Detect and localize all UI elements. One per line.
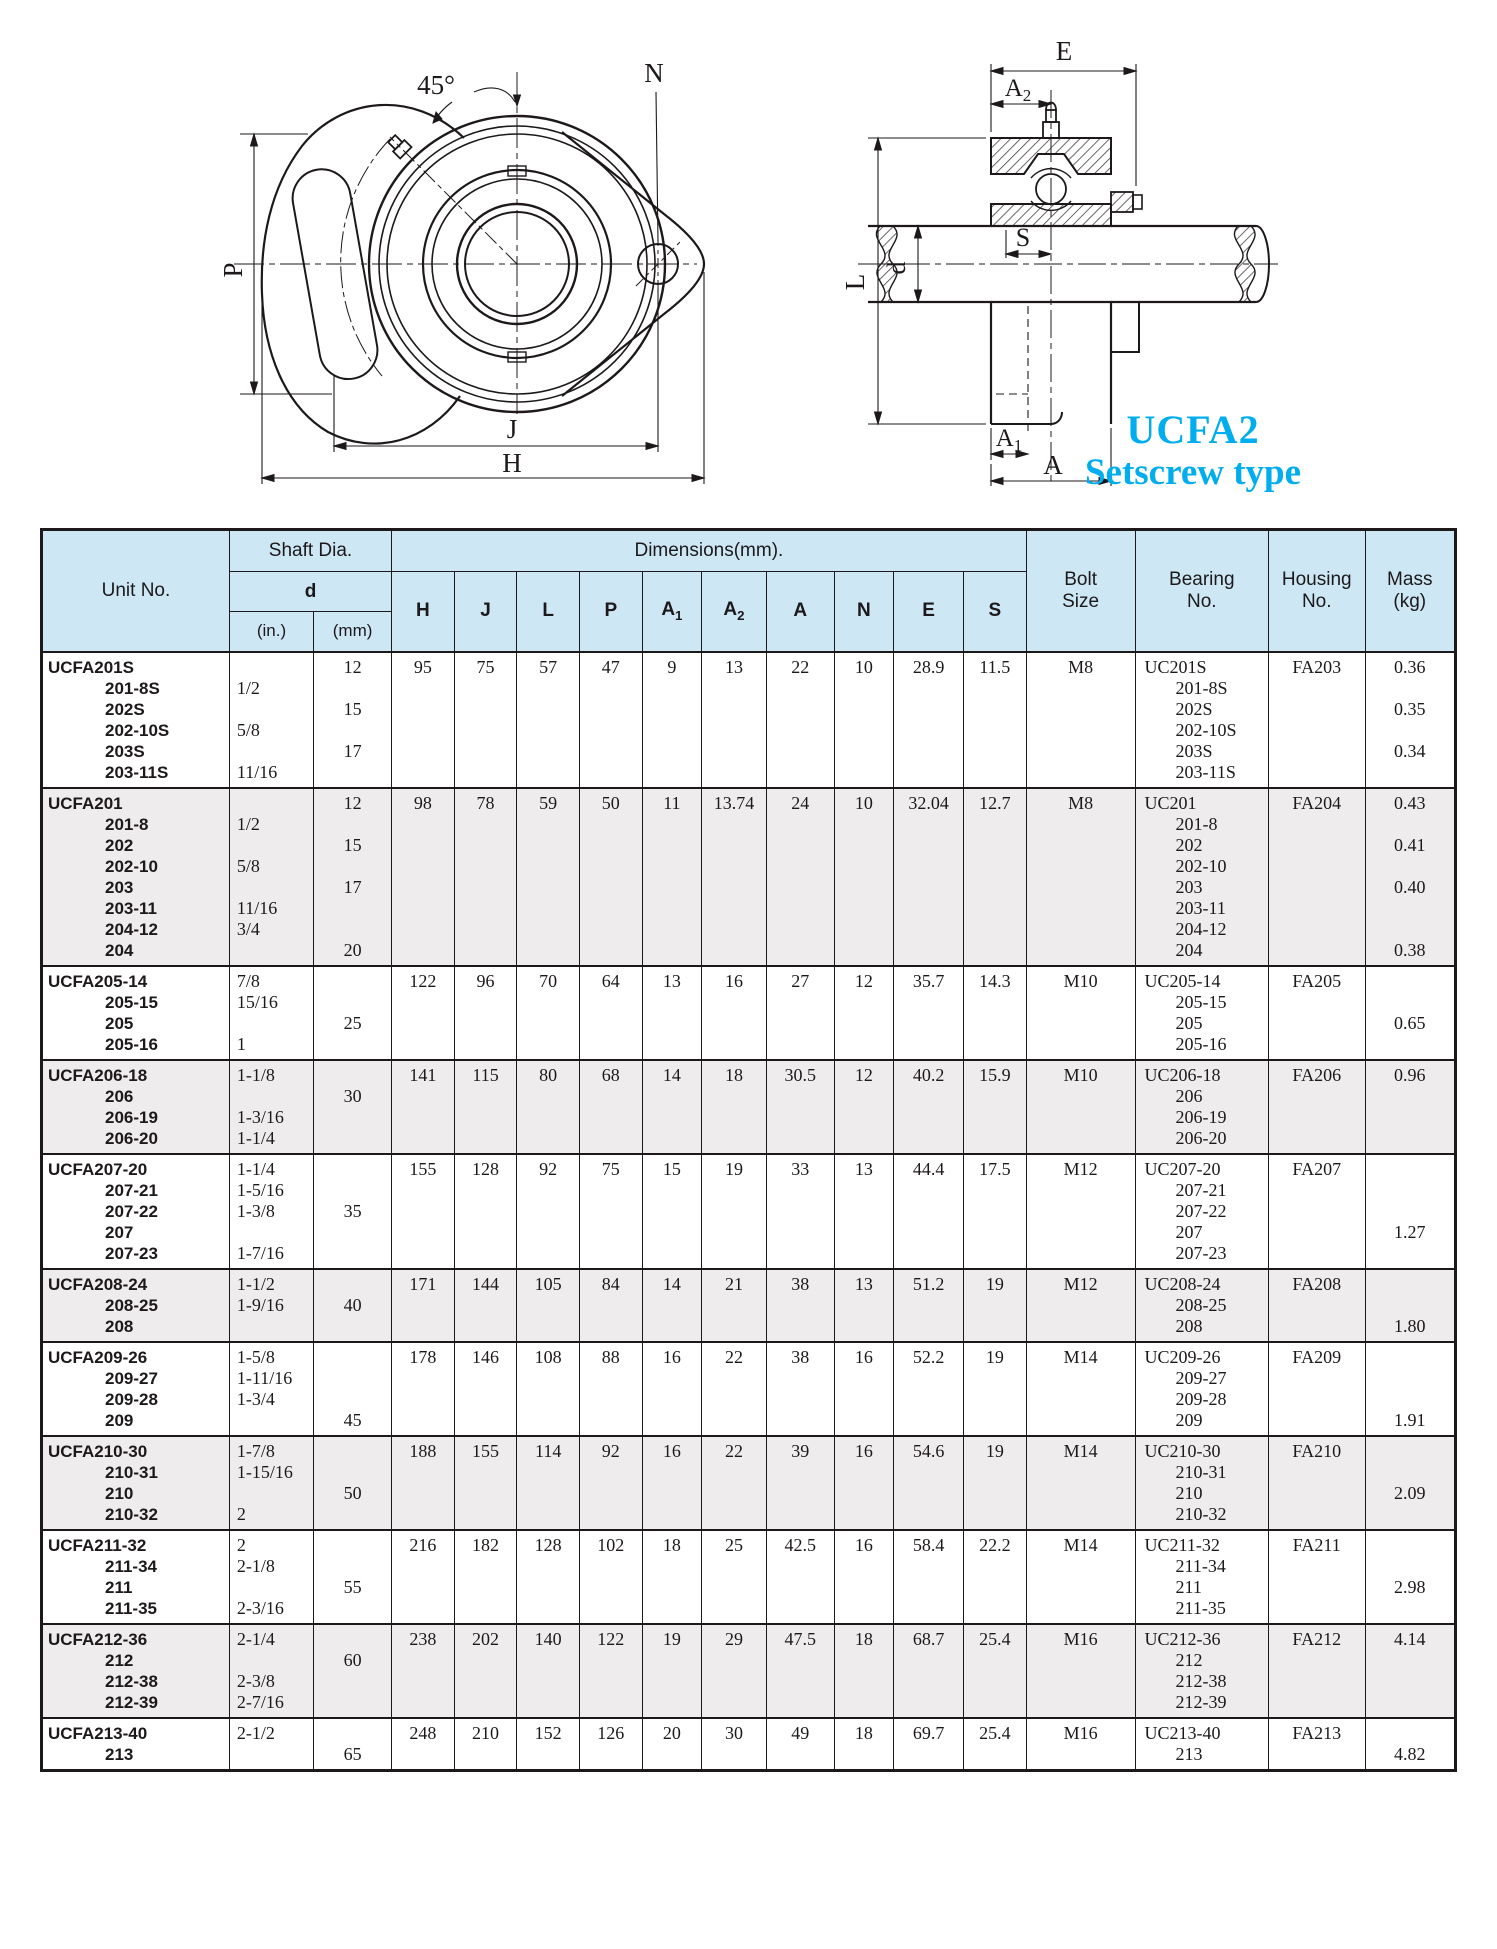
shaft-in-cell: 1-7/8 1-15/16 2 bbox=[229, 1436, 313, 1530]
dim-n-label: N bbox=[644, 58, 664, 88]
dim-h-cell: 95 bbox=[392, 652, 455, 788]
dim-n-cell: 18 bbox=[834, 1718, 894, 1771]
dim-h-cell: 248 bbox=[392, 1718, 455, 1771]
housing-no-cell: FA203 bbox=[1269, 652, 1366, 788]
dim-a-cell: 47.5 bbox=[766, 1624, 834, 1718]
mass-cell: 0.96 bbox=[1365, 1060, 1455, 1154]
bolt-size-cell: M12 bbox=[1026, 1269, 1135, 1342]
shaft-mm-cell: 25 bbox=[314, 966, 392, 1060]
dim-p-cell: 64 bbox=[579, 966, 642, 1060]
dim-p-cell: 50 bbox=[579, 788, 642, 966]
dim-a-cell: 38 bbox=[766, 1269, 834, 1342]
dim-e-cell: 44.4 bbox=[894, 1154, 964, 1269]
dim-p-cell: 47 bbox=[579, 652, 642, 788]
dim-j-cell: 146 bbox=[454, 1342, 517, 1436]
bearing-no-cell: UC201 201-8 202 202-10 203 203-11 204-12 204 bbox=[1135, 788, 1268, 966]
dim-n-cell: 16 bbox=[834, 1530, 894, 1624]
dim-n-cell: 16 bbox=[834, 1342, 894, 1436]
dim-n-cell: 10 bbox=[834, 788, 894, 966]
dim-a1-cell: 19 bbox=[642, 1624, 702, 1718]
col-header-a1: $A_1$ bbox=[642, 572, 702, 652]
shaft-in-cell: 1/2 5/8 11/16 3/4 bbox=[229, 788, 313, 966]
col-header-mm: (mm) bbox=[314, 612, 392, 652]
dim-a1-cell: 14 bbox=[642, 1060, 702, 1154]
dim-s-cell: 12.7 bbox=[963, 788, 1026, 966]
dim-a1-cell: 15 bbox=[642, 1154, 702, 1269]
dim-a1-cell: 14 bbox=[642, 1269, 702, 1342]
dim-a1-label: $A_1$ bbox=[995, 425, 1023, 455]
dim-j-cell: 202 bbox=[454, 1624, 517, 1718]
mass-cell: 1.91 bbox=[1365, 1342, 1455, 1436]
dim-h-cell: 171 bbox=[392, 1269, 455, 1342]
mass-cell: 2.09 bbox=[1365, 1436, 1455, 1530]
bearing-no-cell: UC210-30 210-31 210 210-32 bbox=[1135, 1436, 1268, 1530]
dim-h-cell: 98 bbox=[392, 788, 455, 966]
dim-p-cell: 68 bbox=[579, 1060, 642, 1154]
dim-p-cell: 92 bbox=[579, 1436, 642, 1530]
col-header-e: E bbox=[894, 572, 964, 652]
unit-no-cell: UCFA213-40 213 bbox=[42, 1718, 230, 1771]
dim-a2-cell: 19 bbox=[702, 1154, 767, 1269]
col-header-a: A bbox=[766, 572, 834, 652]
dim-n-cell: 10 bbox=[834, 652, 894, 788]
dim-j-cell: 210 bbox=[454, 1718, 517, 1771]
dim-h-cell: 141 bbox=[392, 1060, 455, 1154]
dim-a-label: A bbox=[1043, 450, 1063, 480]
unit-no-cell: UCFA206-18 206 206-19 206-20 bbox=[42, 1060, 230, 1154]
spec-table bbox=[40, 528, 1457, 1772]
dim-a1-cell: 18 bbox=[642, 1530, 702, 1624]
flange-section-lower bbox=[991, 204, 1111, 226]
flange-arm-outline bbox=[262, 105, 464, 444]
dim-a2-cell: 16 bbox=[702, 966, 767, 1060]
bearing-no-cell: UC212-36 212 212-38 212-39 bbox=[1135, 1624, 1268, 1718]
dim-l-cell: 80 bbox=[517, 1060, 580, 1154]
col-header-housing-no: Housing No. bbox=[1269, 530, 1366, 652]
bolt-size-cell: M16 bbox=[1026, 1624, 1135, 1718]
dim-e-cell: 58.4 bbox=[894, 1530, 964, 1624]
dim-j-cell: 75 bbox=[454, 652, 517, 788]
dim-j-cell: 182 bbox=[454, 1530, 517, 1624]
dim-a-cell: 27 bbox=[766, 966, 834, 1060]
bearing-no-cell: UC211-32 211-34 211 211-35 bbox=[1135, 1530, 1268, 1624]
dim-l-cell: 92 bbox=[517, 1154, 580, 1269]
shaft-in-cell: 2-1/2 bbox=[229, 1718, 313, 1771]
table-row bbox=[42, 1060, 1456, 1154]
front-view-drawing bbox=[212, 46, 717, 506]
dim-a1-cell: 11 bbox=[642, 788, 702, 966]
dim-e-cell: 54.6 bbox=[894, 1436, 964, 1530]
dim-l-cell: 59 bbox=[517, 788, 580, 966]
dim-p-cell: 122 bbox=[579, 1624, 642, 1718]
dim-l-cell: 128 bbox=[517, 1530, 580, 1624]
dim-s-cell: 17.5 bbox=[963, 1154, 1026, 1269]
bolt-size-cell: M12 bbox=[1026, 1154, 1135, 1269]
col-header-p: P bbox=[579, 572, 642, 652]
housing-no-cell: FA210 bbox=[1269, 1436, 1366, 1530]
dim-p-cell: 126 bbox=[579, 1718, 642, 1771]
dim-p-cell: 102 bbox=[579, 1530, 642, 1624]
dim-a1-cell: 13 bbox=[642, 966, 702, 1060]
dim-l-cell: 105 bbox=[517, 1269, 580, 1342]
dim-n-cell: 16 bbox=[834, 1436, 894, 1530]
shaft-mm-cell: 12 15 17 20 bbox=[314, 788, 392, 966]
col-header-n: N bbox=[834, 572, 894, 652]
bolt-size-cell: M8 bbox=[1026, 652, 1135, 788]
dim-j-label: J bbox=[506, 414, 518, 444]
unit-no-cell: UCFA208-24 208-25 208 bbox=[42, 1269, 230, 1342]
angle-45-label: 45° bbox=[417, 70, 455, 100]
bearing-no-cell: UC206-18 206 206-19 206-20 bbox=[1135, 1060, 1268, 1154]
col-header-l: L bbox=[517, 572, 580, 652]
mass-cell: 1.80 bbox=[1365, 1269, 1455, 1342]
table-row bbox=[42, 1718, 1456, 1771]
dim-a-cell: 42.5 bbox=[766, 1530, 834, 1624]
mass-cell: 0.65 bbox=[1365, 966, 1455, 1060]
dim-j-cell: 96 bbox=[454, 966, 517, 1060]
mass-cell: 1.27 bbox=[1365, 1154, 1455, 1269]
table-row bbox=[42, 966, 1456, 1060]
mass-cell: 0.43 0.41 0.40 0.38 bbox=[1365, 788, 1455, 966]
dim-s-cell: 22.2 bbox=[963, 1530, 1026, 1624]
dim-h-cell: 238 bbox=[392, 1624, 455, 1718]
dim-a2-cell: 18 bbox=[702, 1060, 767, 1154]
dim-s-cell: 14.3 bbox=[963, 966, 1026, 1060]
dim-a1-cell: 9 bbox=[642, 652, 702, 788]
bolt-size-cell: M10 bbox=[1026, 1060, 1135, 1154]
arm-slot bbox=[288, 165, 382, 384]
dim-p-cell: 75 bbox=[579, 1154, 642, 1269]
shaft-in-cell: 1-1/2 1-9/16 bbox=[229, 1269, 313, 1342]
dim-a2-cell: 30 bbox=[702, 1718, 767, 1771]
dim-s-cell: 19 bbox=[963, 1342, 1026, 1436]
dim-a2-cell: 29 bbox=[702, 1624, 767, 1718]
unit-no-cell: UCFA209-26 209-27 209-28 209 bbox=[42, 1342, 230, 1436]
dim-a2-cell: 21 bbox=[702, 1269, 767, 1342]
dim-h-cell: 188 bbox=[392, 1436, 455, 1530]
shaft-mm-cell: 35 bbox=[314, 1154, 392, 1269]
dim-l-cell: 140 bbox=[517, 1624, 580, 1718]
bearing-no-cell: UC205-14 205-15 205 205-16 bbox=[1135, 966, 1268, 1060]
table-row bbox=[42, 1624, 1456, 1718]
col-header-unit-no: Unit No. bbox=[42, 530, 230, 652]
dim-h-label: H bbox=[502, 448, 522, 478]
col-header-s: S bbox=[963, 572, 1026, 652]
dim-a-cell: 39 bbox=[766, 1436, 834, 1530]
dim-a-cell: 30.5 bbox=[766, 1060, 834, 1154]
dim-n-cell: 12 bbox=[834, 1060, 894, 1154]
setscrew bbox=[1111, 192, 1133, 212]
bearing-no-cell: UC207-20 207-21 207-22 207 207-23 bbox=[1135, 1154, 1268, 1269]
shaft-mm-cell: 60 bbox=[314, 1624, 392, 1718]
dim-a1-cell: 16 bbox=[642, 1436, 702, 1530]
dim-s-cell: 19 bbox=[963, 1436, 1026, 1530]
unit-no-cell: UCFA210-30 210-31 210 210-32 bbox=[42, 1436, 230, 1530]
table-row bbox=[42, 652, 1456, 788]
dim-l-label: L bbox=[840, 273, 870, 291]
mass-cell: 2.98 bbox=[1365, 1530, 1455, 1624]
col-header-mass: Mass (kg) bbox=[1365, 530, 1455, 652]
housing-no-cell: FA212 bbox=[1269, 1624, 1366, 1718]
dim-n-cell: 13 bbox=[834, 1154, 894, 1269]
dim-l-cell: 108 bbox=[517, 1342, 580, 1436]
bolt-size-cell: M8 bbox=[1026, 788, 1135, 966]
dim-s-cell: 15.9 bbox=[963, 1060, 1026, 1154]
col-header-bearing-no: Bearing No. bbox=[1135, 530, 1268, 652]
shaft-mm-cell: 40 bbox=[314, 1269, 392, 1342]
shaft-in-cell: 1-5/8 1-11/16 1-3/4 bbox=[229, 1342, 313, 1436]
dim-s-cell: 11.5 bbox=[963, 652, 1026, 788]
dim-l-cell: 114 bbox=[517, 1436, 580, 1530]
housing-no-cell: FA211 bbox=[1269, 1530, 1366, 1624]
housing-no-cell: FA213 bbox=[1269, 1718, 1366, 1771]
dim-n-cell: 18 bbox=[834, 1624, 894, 1718]
unit-no-cell: UCFA211-32 211-34 211 211-35 bbox=[42, 1530, 230, 1624]
shaft-mm-cell: 55 bbox=[314, 1530, 392, 1624]
col-header-d: d bbox=[229, 572, 391, 612]
dim-n-cell: 12 bbox=[834, 966, 894, 1060]
dim-a-cell: 22 bbox=[766, 652, 834, 788]
shaft-in-cell: 7/8 15/16 1 bbox=[229, 966, 313, 1060]
series-caption bbox=[1028, 408, 1358, 494]
shaft-in-cell: 1-1/4 1-5/16 1-3/8 1-7/16 bbox=[229, 1154, 313, 1269]
dim-s-label: S bbox=[1015, 223, 1031, 252]
col-header-j: J bbox=[454, 572, 517, 652]
shaft-in-cell: 2-1/4 2-3/8 2-7/16 bbox=[229, 1624, 313, 1718]
unit-no-cell: UCFA201 201-8 202 202-10 203 203-11 204-12 204 bbox=[42, 788, 230, 966]
dim-a2-label: $A_2$ bbox=[1004, 75, 1032, 105]
col-header-h: H bbox=[392, 572, 455, 652]
dim-j-cell: 115 bbox=[454, 1060, 517, 1154]
dim-e-cell: 40.2 bbox=[894, 1060, 964, 1154]
series-type-label: Setscrew type bbox=[1084, 452, 1302, 493]
dim-j-cell: 155 bbox=[454, 1436, 517, 1530]
dim-h-cell: 122 bbox=[392, 966, 455, 1060]
dim-p-cell: 84 bbox=[579, 1269, 642, 1342]
dim-l-cell: 57 bbox=[517, 652, 580, 788]
shaft-mm-cell: 65 bbox=[314, 1718, 392, 1771]
col-header-in: (in.) bbox=[229, 612, 313, 652]
dim-a-cell: 24 bbox=[766, 788, 834, 966]
mass-cell: 0.36 0.35 0.34 bbox=[1365, 652, 1455, 788]
bolt-size-cell: M10 bbox=[1026, 966, 1135, 1060]
table-body bbox=[42, 652, 1456, 1771]
table-row bbox=[42, 788, 1456, 966]
unit-no-cell: UCFA207-20 207-21 207-22 207 207-23 bbox=[42, 1154, 230, 1269]
shaft-mm-cell: 12 15 17 bbox=[314, 652, 392, 788]
col-header-shaft-dia: Shaft Dia. bbox=[229, 530, 391, 572]
dim-l-cell: 152 bbox=[517, 1718, 580, 1771]
dim-h-cell: 178 bbox=[392, 1342, 455, 1436]
dim-h-cell: 155 bbox=[392, 1154, 455, 1269]
table-row bbox=[42, 1436, 1456, 1530]
shaft-in-cell: 2 2-1/8 2-3/16 bbox=[229, 1530, 313, 1624]
dim-a2-cell: 22 bbox=[702, 1342, 767, 1436]
45deg-axis bbox=[390, 137, 517, 264]
dim-e-cell: 51.2 bbox=[894, 1269, 964, 1342]
dim-a-cell: 49 bbox=[766, 1718, 834, 1771]
series-model: UCFA2 bbox=[1126, 407, 1260, 452]
unit-no-cell: UCFA205-14 205-15 205 205-16 bbox=[42, 966, 230, 1060]
dim-a-cell: 33 bbox=[766, 1154, 834, 1269]
bearing-no-cell: UC208-24 208-25 208 bbox=[1135, 1269, 1268, 1342]
shaft-mm-cell: 45 bbox=[314, 1342, 392, 1436]
unit-no-cell: UCFA212-36 212 212-38 212-39 bbox=[42, 1624, 230, 1718]
dim-s-cell: 25.4 bbox=[963, 1718, 1026, 1771]
dim-a2-cell: 25 bbox=[702, 1530, 767, 1624]
dim-j-cell: 144 bbox=[454, 1269, 517, 1342]
bearing-no-cell: UC213-40 213 bbox=[1135, 1718, 1268, 1771]
dim-s-cell: 19 bbox=[963, 1269, 1026, 1342]
mass-cell: 4.82 bbox=[1365, 1718, 1455, 1771]
shaft-mm-cell: 50 bbox=[314, 1436, 392, 1530]
dim-e-cell: 35.7 bbox=[894, 966, 964, 1060]
table-row bbox=[42, 1269, 1456, 1342]
dim-j-cell: 128 bbox=[454, 1154, 517, 1269]
housing-no-cell: FA209 bbox=[1269, 1342, 1366, 1436]
dim-e-cell: 52.2 bbox=[894, 1342, 964, 1436]
dim-n-cell: 13 bbox=[834, 1269, 894, 1342]
mass-cell: 4.14 bbox=[1365, 1624, 1455, 1718]
table-row bbox=[42, 1530, 1456, 1624]
bolt-size-cell: M14 bbox=[1026, 1342, 1135, 1436]
dim-l-cell: 70 bbox=[517, 966, 580, 1060]
col-header-dimensions: Dimensions(mm). bbox=[392, 530, 1027, 572]
dim-e-cell: 28.9 bbox=[894, 652, 964, 788]
col-header-bolt-size: Bolt Size bbox=[1026, 530, 1135, 652]
dim-a2-cell: 13.74 bbox=[702, 788, 767, 966]
dim-j-cell: 78 bbox=[454, 788, 517, 966]
dim-p-label: P bbox=[218, 262, 248, 278]
dim-e-cell: 69.7 bbox=[894, 1718, 964, 1771]
dim-a1-cell: 20 bbox=[642, 1718, 702, 1771]
bearing-no-cell: UC209-26 209-27 209-28 209 bbox=[1135, 1342, 1268, 1436]
bolt-circle-arc bbox=[341, 139, 390, 376]
shaft-mm-cell: 30 bbox=[314, 1060, 392, 1154]
housing-step bbox=[1111, 302, 1139, 352]
dim-a1-cell: 16 bbox=[642, 1342, 702, 1436]
table-row bbox=[42, 1154, 1456, 1269]
dim-e-label: E bbox=[1055, 36, 1073, 66]
bolt-size-cell: M14 bbox=[1026, 1436, 1135, 1530]
housing-no-cell: FA208 bbox=[1269, 1269, 1366, 1342]
bearing-no-cell: UC201S 201-8S 202S 202-10S 203S 203-11S bbox=[1135, 652, 1268, 788]
dim-a2-cell: 13 bbox=[702, 652, 767, 788]
housing-no-cell: FA205 bbox=[1269, 966, 1366, 1060]
table-row bbox=[42, 1342, 1456, 1436]
table-header bbox=[42, 530, 1456, 652]
dim-h-cell: 216 bbox=[392, 1530, 455, 1624]
dim-a-cell: 38 bbox=[766, 1342, 834, 1436]
dim-e-cell: 68.7 bbox=[894, 1624, 964, 1718]
dim-e-cell: 32.04 bbox=[894, 788, 964, 966]
unit-no-cell: UCFA201S 201-8S 202S 202-10S 203S 203-11S bbox=[42, 652, 230, 788]
dim-s-cell: 25.4 bbox=[963, 1624, 1026, 1718]
shaft-in-cell: 1-1/8 1-3/16 1-1/4 bbox=[229, 1060, 313, 1154]
bolt-size-cell: M16 bbox=[1026, 1718, 1135, 1771]
housing-no-cell: FA204 bbox=[1269, 788, 1366, 966]
housing-no-cell: FA206 bbox=[1269, 1060, 1366, 1154]
shaft-in-cell: 1/2 5/8 11/16 bbox=[229, 652, 313, 788]
dim-p-cell: 88 bbox=[579, 1342, 642, 1436]
col-header-a2: $A_2$ bbox=[702, 572, 767, 652]
housing-no-cell: FA207 bbox=[1269, 1154, 1366, 1269]
dim-d-label: d bbox=[882, 261, 911, 275]
bolt-size-cell: M14 bbox=[1026, 1530, 1135, 1624]
dim-a2-cell: 22 bbox=[702, 1436, 767, 1530]
